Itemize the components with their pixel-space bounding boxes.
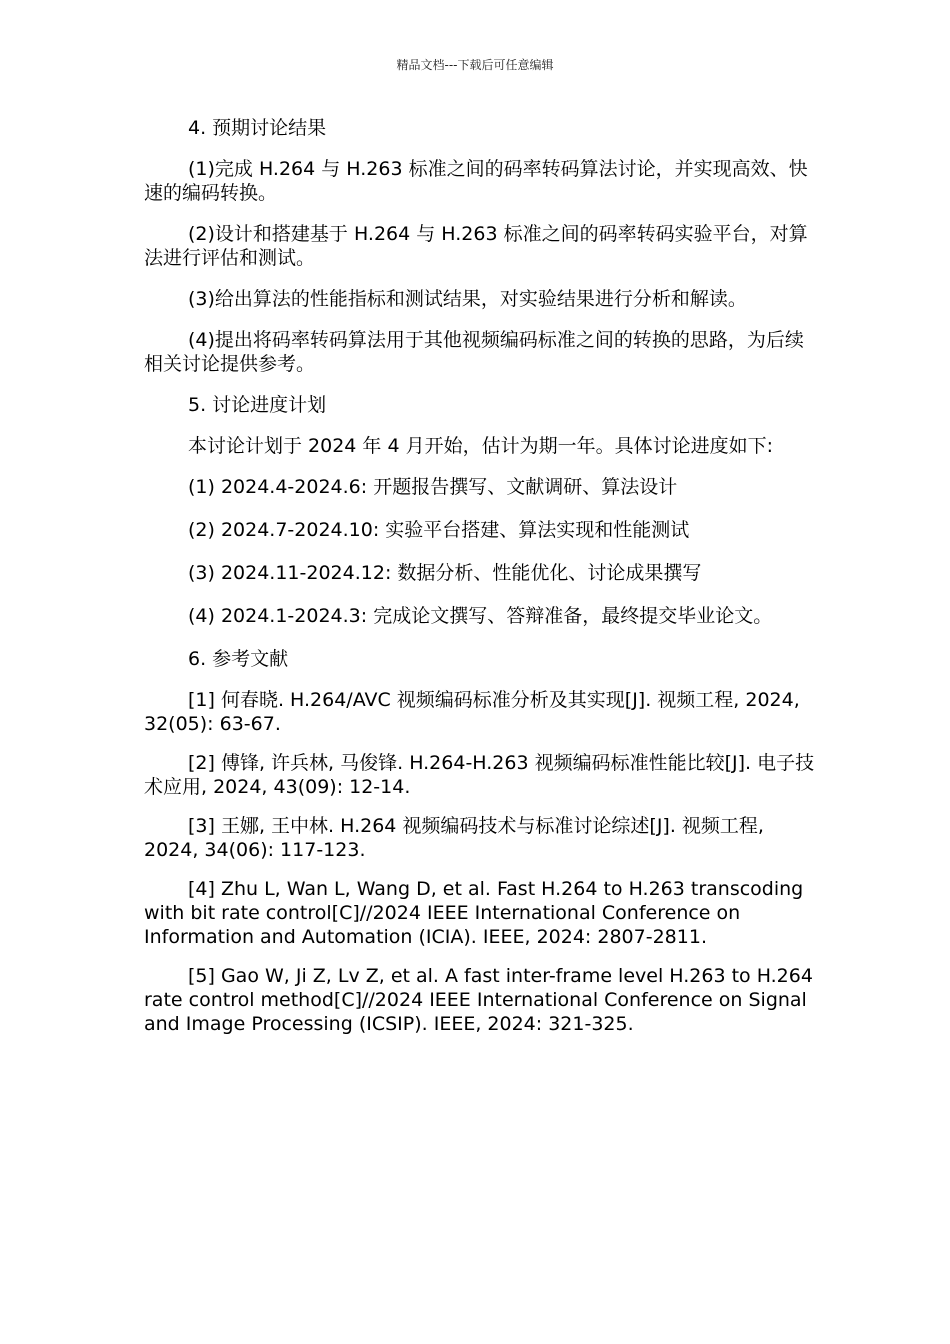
result-item-2: (2)设计和搭建基于 H.264 与 H.263 标准之间的码率转码实验平台，对算法进行评估和测试。 xyxy=(144,223,808,269)
schedule-item-3: (3) 2024.11-2024.12: 数据分析、性能优化、讨论成果撰写 xyxy=(188,562,702,584)
section-heading-expected-results: 4. 预期讨论结果 xyxy=(188,117,327,139)
section-heading-schedule: 5. 讨论进度计划 xyxy=(188,394,327,416)
document-body xyxy=(144,116,816,1051)
reference-item-3: [3] 王娜, 王中林. H.264 视频编码技术与标准讨论综述[J]. 视频工程, 2024, 34(06): 117-123. xyxy=(144,815,764,861)
schedule-item-1: (1) 2024.4-2024.6: 开题报告撰写、文献调研、算法设计 xyxy=(188,476,678,498)
reference-item-4: [4] Zhu L, Wan L, Wang D, et al. Fast H.264 to H.263 transcoding with bit rate control[C]//2024 IEEE International Conference on Information and Automation (ICIA). IEEE, 2024: 2807-2811. xyxy=(144,878,804,948)
schedule-intro: 本讨论计划于 2024 年 4 月开始，估计为期一年。具体讨论进度如下: xyxy=(188,435,774,457)
reference-item-1: [1] 何春晓. H.264/AVC 视频编码标准分析及其实现[J]. 视频工程, 2024, 32(05): 63-67. xyxy=(144,689,800,735)
page-header: 精品文档---下载后可任意编辑 xyxy=(396,58,554,72)
result-item-4: (4)提出将码率转码算法用于其他视频编码标准之间的转换的思路，为后续相关讨论提供参考。 xyxy=(144,329,804,375)
reference-item-2: [2] 傅锋, 许兵林, 马俊锋. H.264-H.263 视频编码标准性能比较[J]. 电子技术应用, 2024, 43(09): 12-14. xyxy=(144,752,815,798)
result-item-3: (3)给出算法的性能指标和测试结果，对实验结果进行分析和解读。 xyxy=(188,288,747,310)
schedule-item-4: (4) 2024.1-2024.3: 完成论文撰写、答辩准备，最终提交毕业论文。 xyxy=(188,605,773,627)
result-item-1: (1)完成 H.264 与 H.263 标准之间的码率转码算法讨论，并实现高效、快速的编码转换。 xyxy=(144,158,808,204)
section-heading-references: 6. 参考文献 xyxy=(188,648,289,670)
schedule-item-2: (2) 2024.7-2024.10: 实验平台搭建、算法实现和性能测试 xyxy=(188,519,690,541)
reference-item-5: [5] Gao W, Ji Z, Lv Z, et al. A fast inter-frame level H.263 to H.264 rate control method[C]//2024 IEEE International Conference on Signal and Image Processing (ICSIP). IEEE, 2024: 321-325. xyxy=(144,965,813,1035)
